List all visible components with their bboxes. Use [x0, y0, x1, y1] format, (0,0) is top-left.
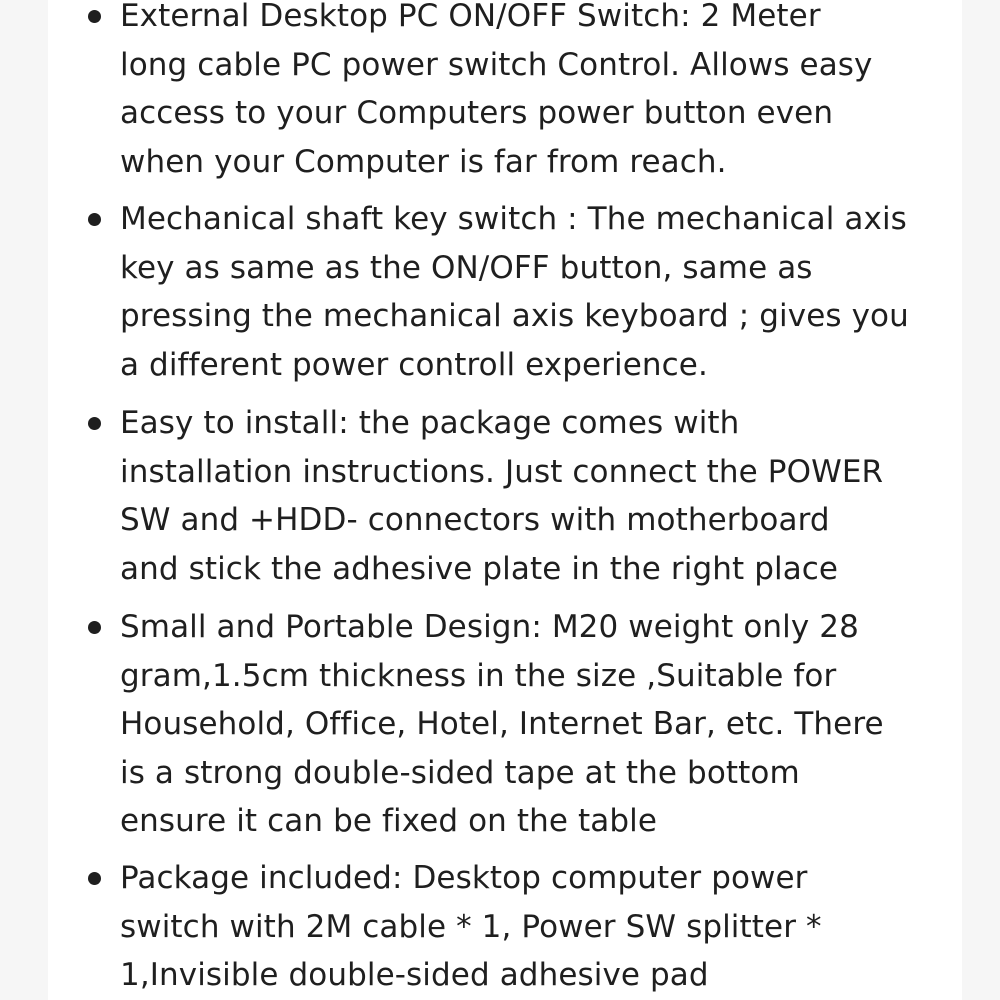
text-line: long cable PC power switch Control. Allows easy	[120, 46, 873, 83]
text-line: Household, Office, Hotel, Internet Bar, etc. There	[120, 706, 884, 742]
text-line: External Desktop PC ON/OFF Switch: 2 Meter	[120, 0, 821, 34]
list-item-text	[120, 603, 970, 846]
text-line: Easy to install: the package comes with	[120, 405, 740, 441]
text-line: a different power controll experience.	[120, 346, 708, 383]
text-line: is a strong double-sided tape at the bottom	[120, 754, 800, 791]
list-item-text	[120, 399, 970, 593]
text-line: SW and +HDD- connectors with motherboard	[120, 502, 830, 538]
text-line: when your Computer is far from reach.	[120, 143, 727, 180]
text-line: ensure it can be fixed on the table	[120, 803, 658, 839]
bullet-dot-icon	[88, 872, 101, 885]
text-line: Mechanical shaft key switch : The mechanical axis	[120, 201, 907, 237]
list-item-text	[120, 195, 970, 389]
bullet-dot-icon	[88, 10, 101, 23]
text-line: 1,Invisible double-sided adhesive pad	[120, 957, 709, 993]
feature-bullet-list	[48, 0, 962, 1000]
bullet-dot-icon	[88, 213, 101, 226]
text-line: pressing the mechanical axis keyboard ; gives you	[120, 298, 909, 334]
list-item-text	[120, 854, 970, 1000]
text-line: and stick the adhesive plate in the right place	[120, 550, 839, 587]
bullet-dot-icon	[88, 417, 101, 430]
text-line: gram,1.5cm thickness in the size ,Suitable for	[120, 657, 837, 694]
text-line: installation instructions. Just connect the POWER	[120, 453, 884, 490]
bullet-dot-icon	[88, 621, 101, 634]
text-line: Small and Portable Design: M20 weight only 28	[120, 609, 859, 645]
content-panel	[48, 0, 962, 1000]
text-line: switch with 2M cable * 1, Power SW splitter *	[120, 908, 822, 945]
text-line: access to your Computers power button even	[120, 95, 834, 131]
list-item-text	[120, 0, 970, 186]
text-line: Package included: Desktop computer power	[120, 860, 808, 896]
text-line: key as same as the ON/OFF button, same as	[120, 249, 813, 286]
